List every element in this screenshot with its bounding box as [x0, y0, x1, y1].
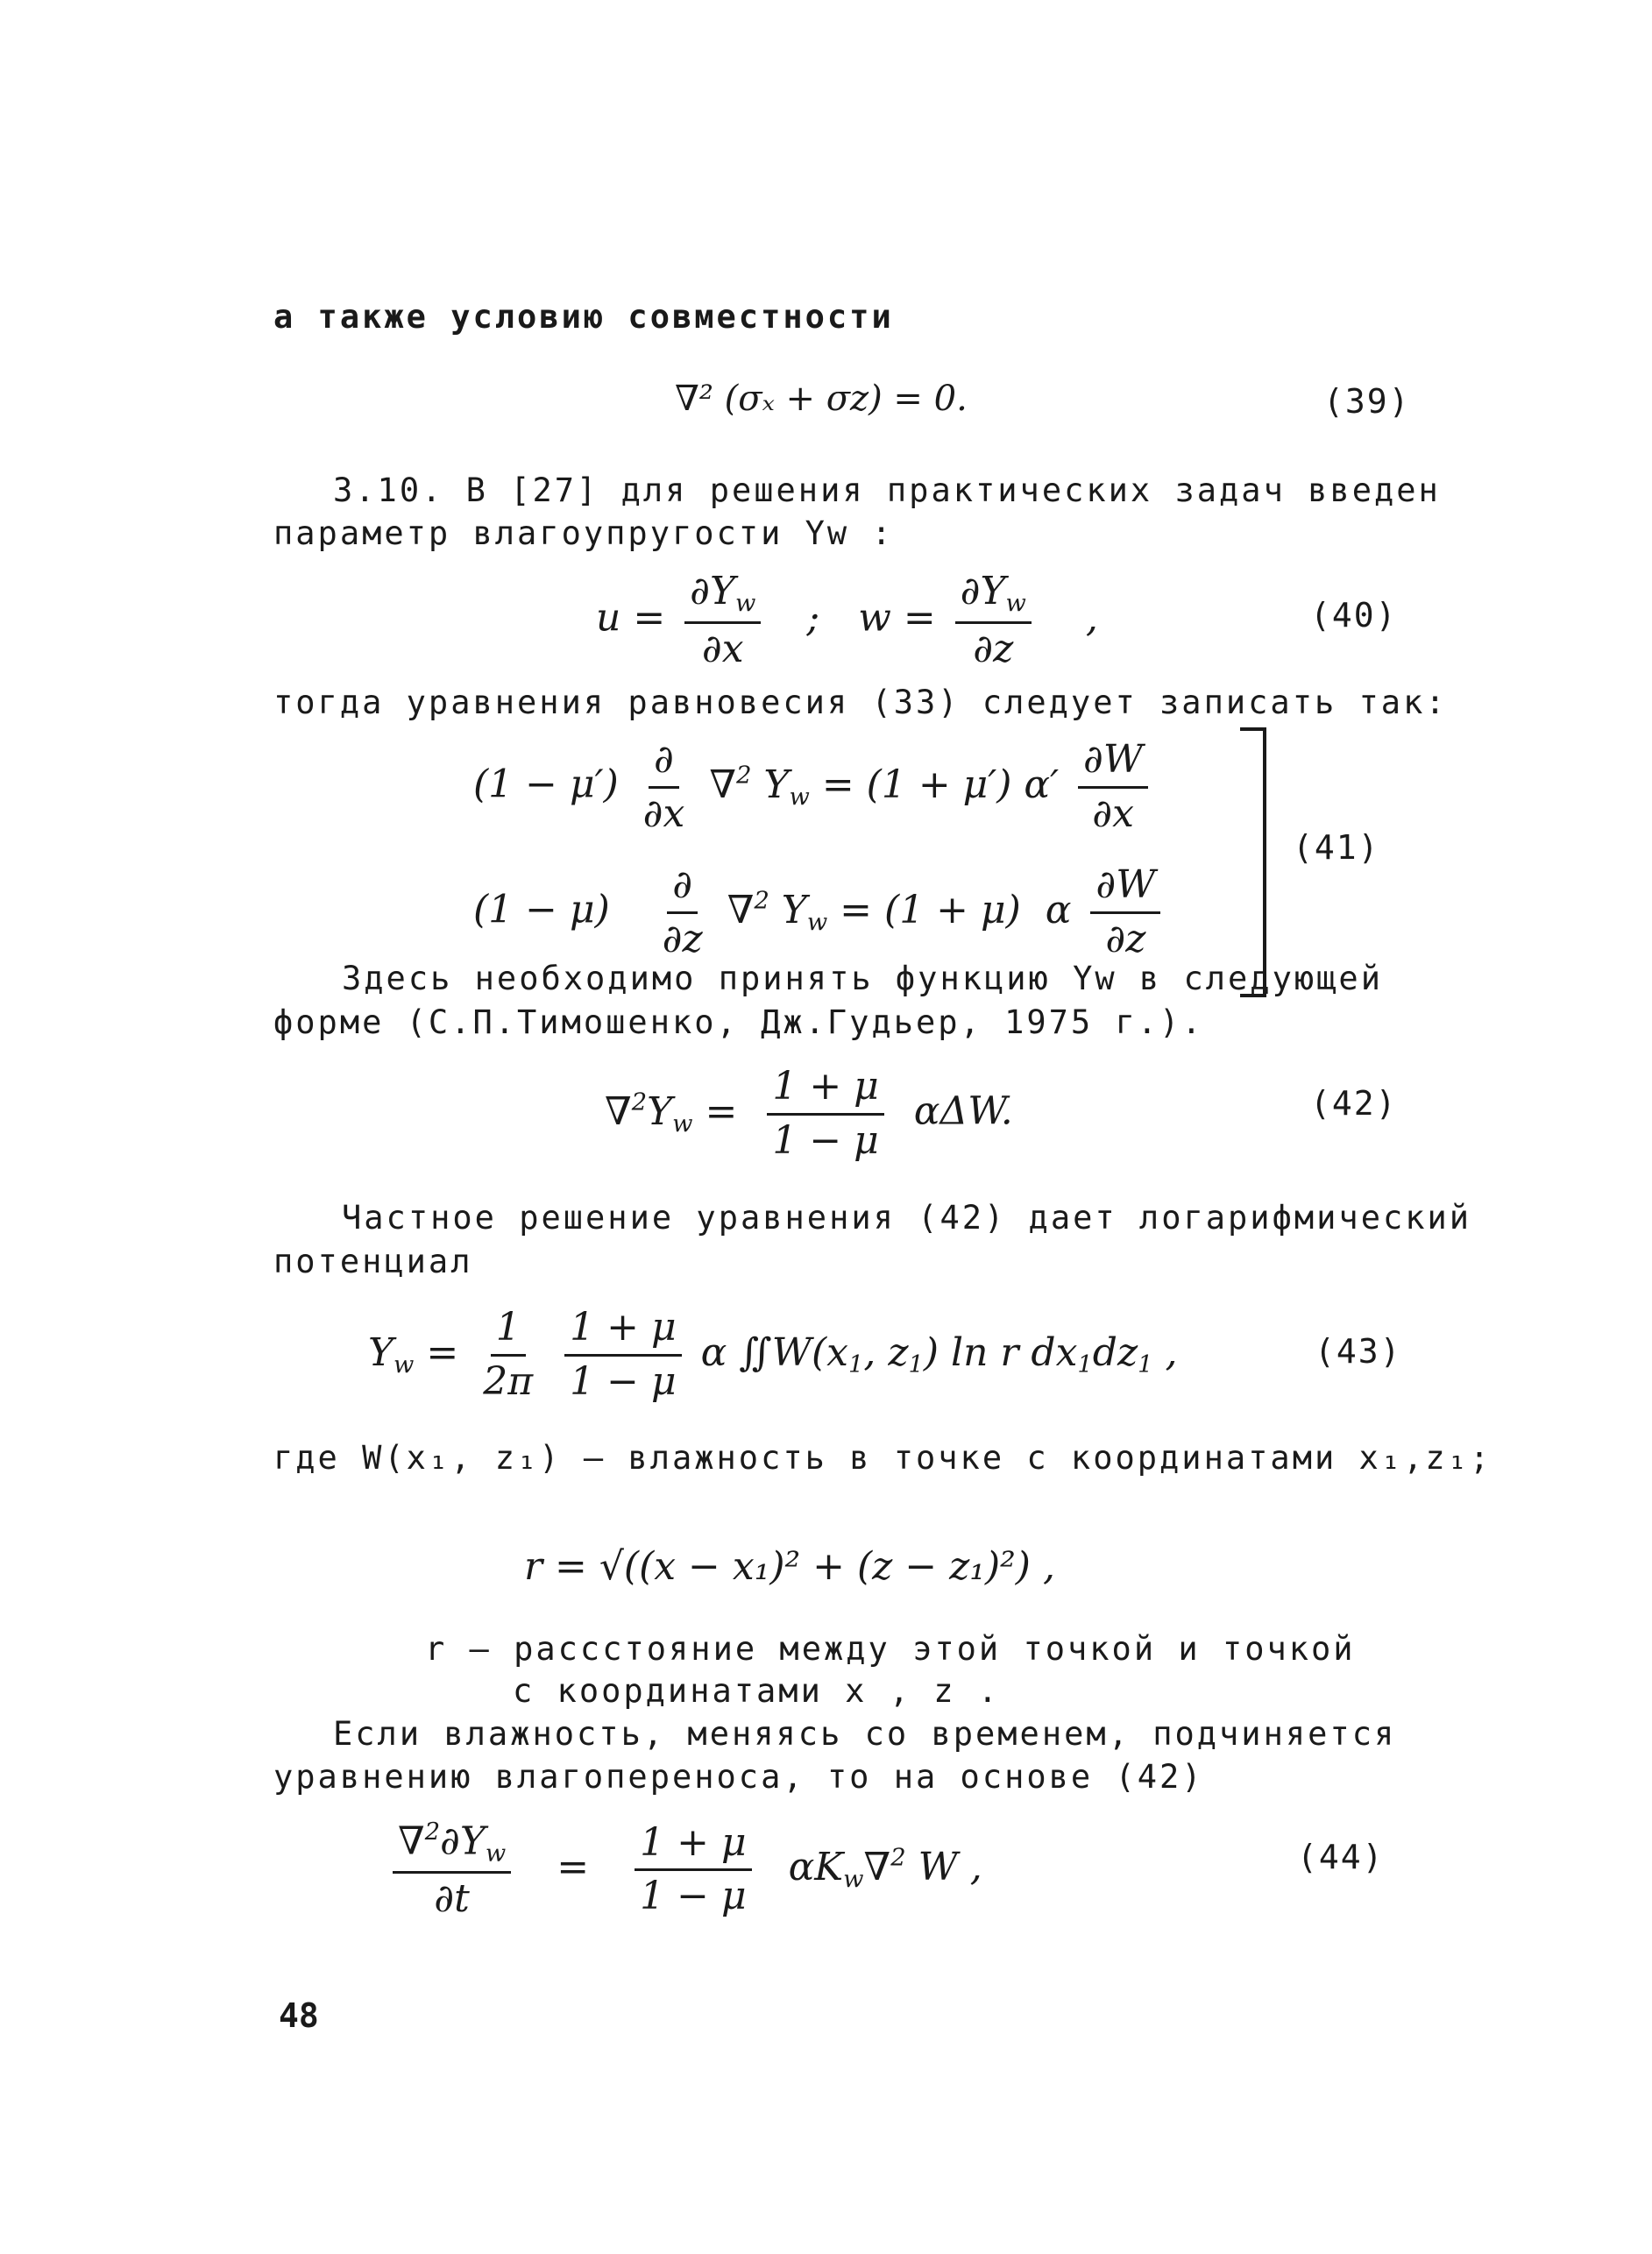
- paragraph-distance-line1: r – расcстояние между этой точкой и точкой: [425, 1630, 1356, 1668]
- equation-distance: r = √((x − x₁)² + (z − z₁)²) ,: [524, 1544, 1055, 1589]
- paragraph-where-moisture: где W(x₁, z₁) – влажность в точке с координатами x₁,z₁;: [273, 1439, 1492, 1477]
- equation-41-line2: (1 − μ) $\frac{\partial}{\partial z}$ ∇$^2$ $Y_w = (1 + \mu)$ α $\frac{\partial W}{\partial z}$: [473, 863, 1167, 961]
- equation-41-line1: (1 − μ′) $\frac{\partial}{\partial x}$ ∇$^2$ $Y_w = (1 + \mu')$ α′ $\frac{\partial W}{\partial x}$: [473, 738, 1155, 836]
- equation-44: $\frac{\nabla^2\partial Y_w}{\partial t}$ = $\frac{1 + \mu}{1 - \mu}$ $\alpha K_w\nabla^2$ W ,: [386, 1818, 982, 1921]
- paragraph-particular-solution-line1: Частное решение уравнения (42) дает логарифмический: [342, 1199, 1472, 1237]
- paragraph-equilibrium: тогда уравнения равновесия (33) следует записать так:: [273, 684, 1448, 721]
- equation-42-number: (42): [1310, 1084, 1398, 1123]
- paragraph-moisture-transfer-line2: уравнению влагопереноса, то на основе (42): [273, 1758, 1204, 1796]
- paragraph-section-3-10-line1: 3.10. В [27] для решения практических задач введен: [333, 471, 1441, 509]
- page-number: 48: [279, 1996, 319, 2035]
- equation-43-number: (43): [1315, 1332, 1402, 1371]
- equation-39-number: (39): [1323, 382, 1411, 421]
- equation-40: u = $\frac{\partial Y_w}{\partial x}$ ; w = $\frac{\partial Y_w}{\partial z}$ ,: [596, 569, 1098, 671]
- paragraph-moisture-transfer-line1: Если влажность, меняясь со временем, подчиняется: [333, 1715, 1397, 1753]
- equation-40-number: (40): [1310, 596, 1398, 634]
- equation-39: ∇² (σₓ + σz) = 0.: [675, 379, 968, 419]
- paragraph-compatibility: а также условию совместности: [273, 298, 894, 336]
- equation-42: $\nabla^2Y_w$ = $\frac{1 + \mu}{1 - \mu}$ αΔW.: [605, 1064, 1013, 1163]
- equation-41-number: (41): [1293, 828, 1380, 867]
- paragraph-particular-solution-line2: потенциал: [273, 1243, 473, 1280]
- paragraph-distance-line2: с координатами x , z .: [513, 1672, 1001, 1710]
- paragraph-section-3-10-line2: параметр влагоупругости Yw :: [273, 514, 894, 552]
- equation-41-brace: [1240, 727, 1266, 997]
- paragraph-function-line1: Здесь необходимо принять функцию Yw в следующей: [342, 960, 1383, 997]
- equation-43: $Y_w$ = $\frac{1}{2\pi}$ $\frac{1 + \mu}{1 - \mu}$ α $∬W(x_1$, $z_1$) ln r $dx_1dz_1$ ,: [368, 1305, 1178, 1404]
- equation-44-number: (44): [1297, 1838, 1385, 1876]
- paragraph-function-line2: форме (С.П.Тимошенко, Дж.Гудьер, 1975 г.).: [273, 1003, 1204, 1041]
